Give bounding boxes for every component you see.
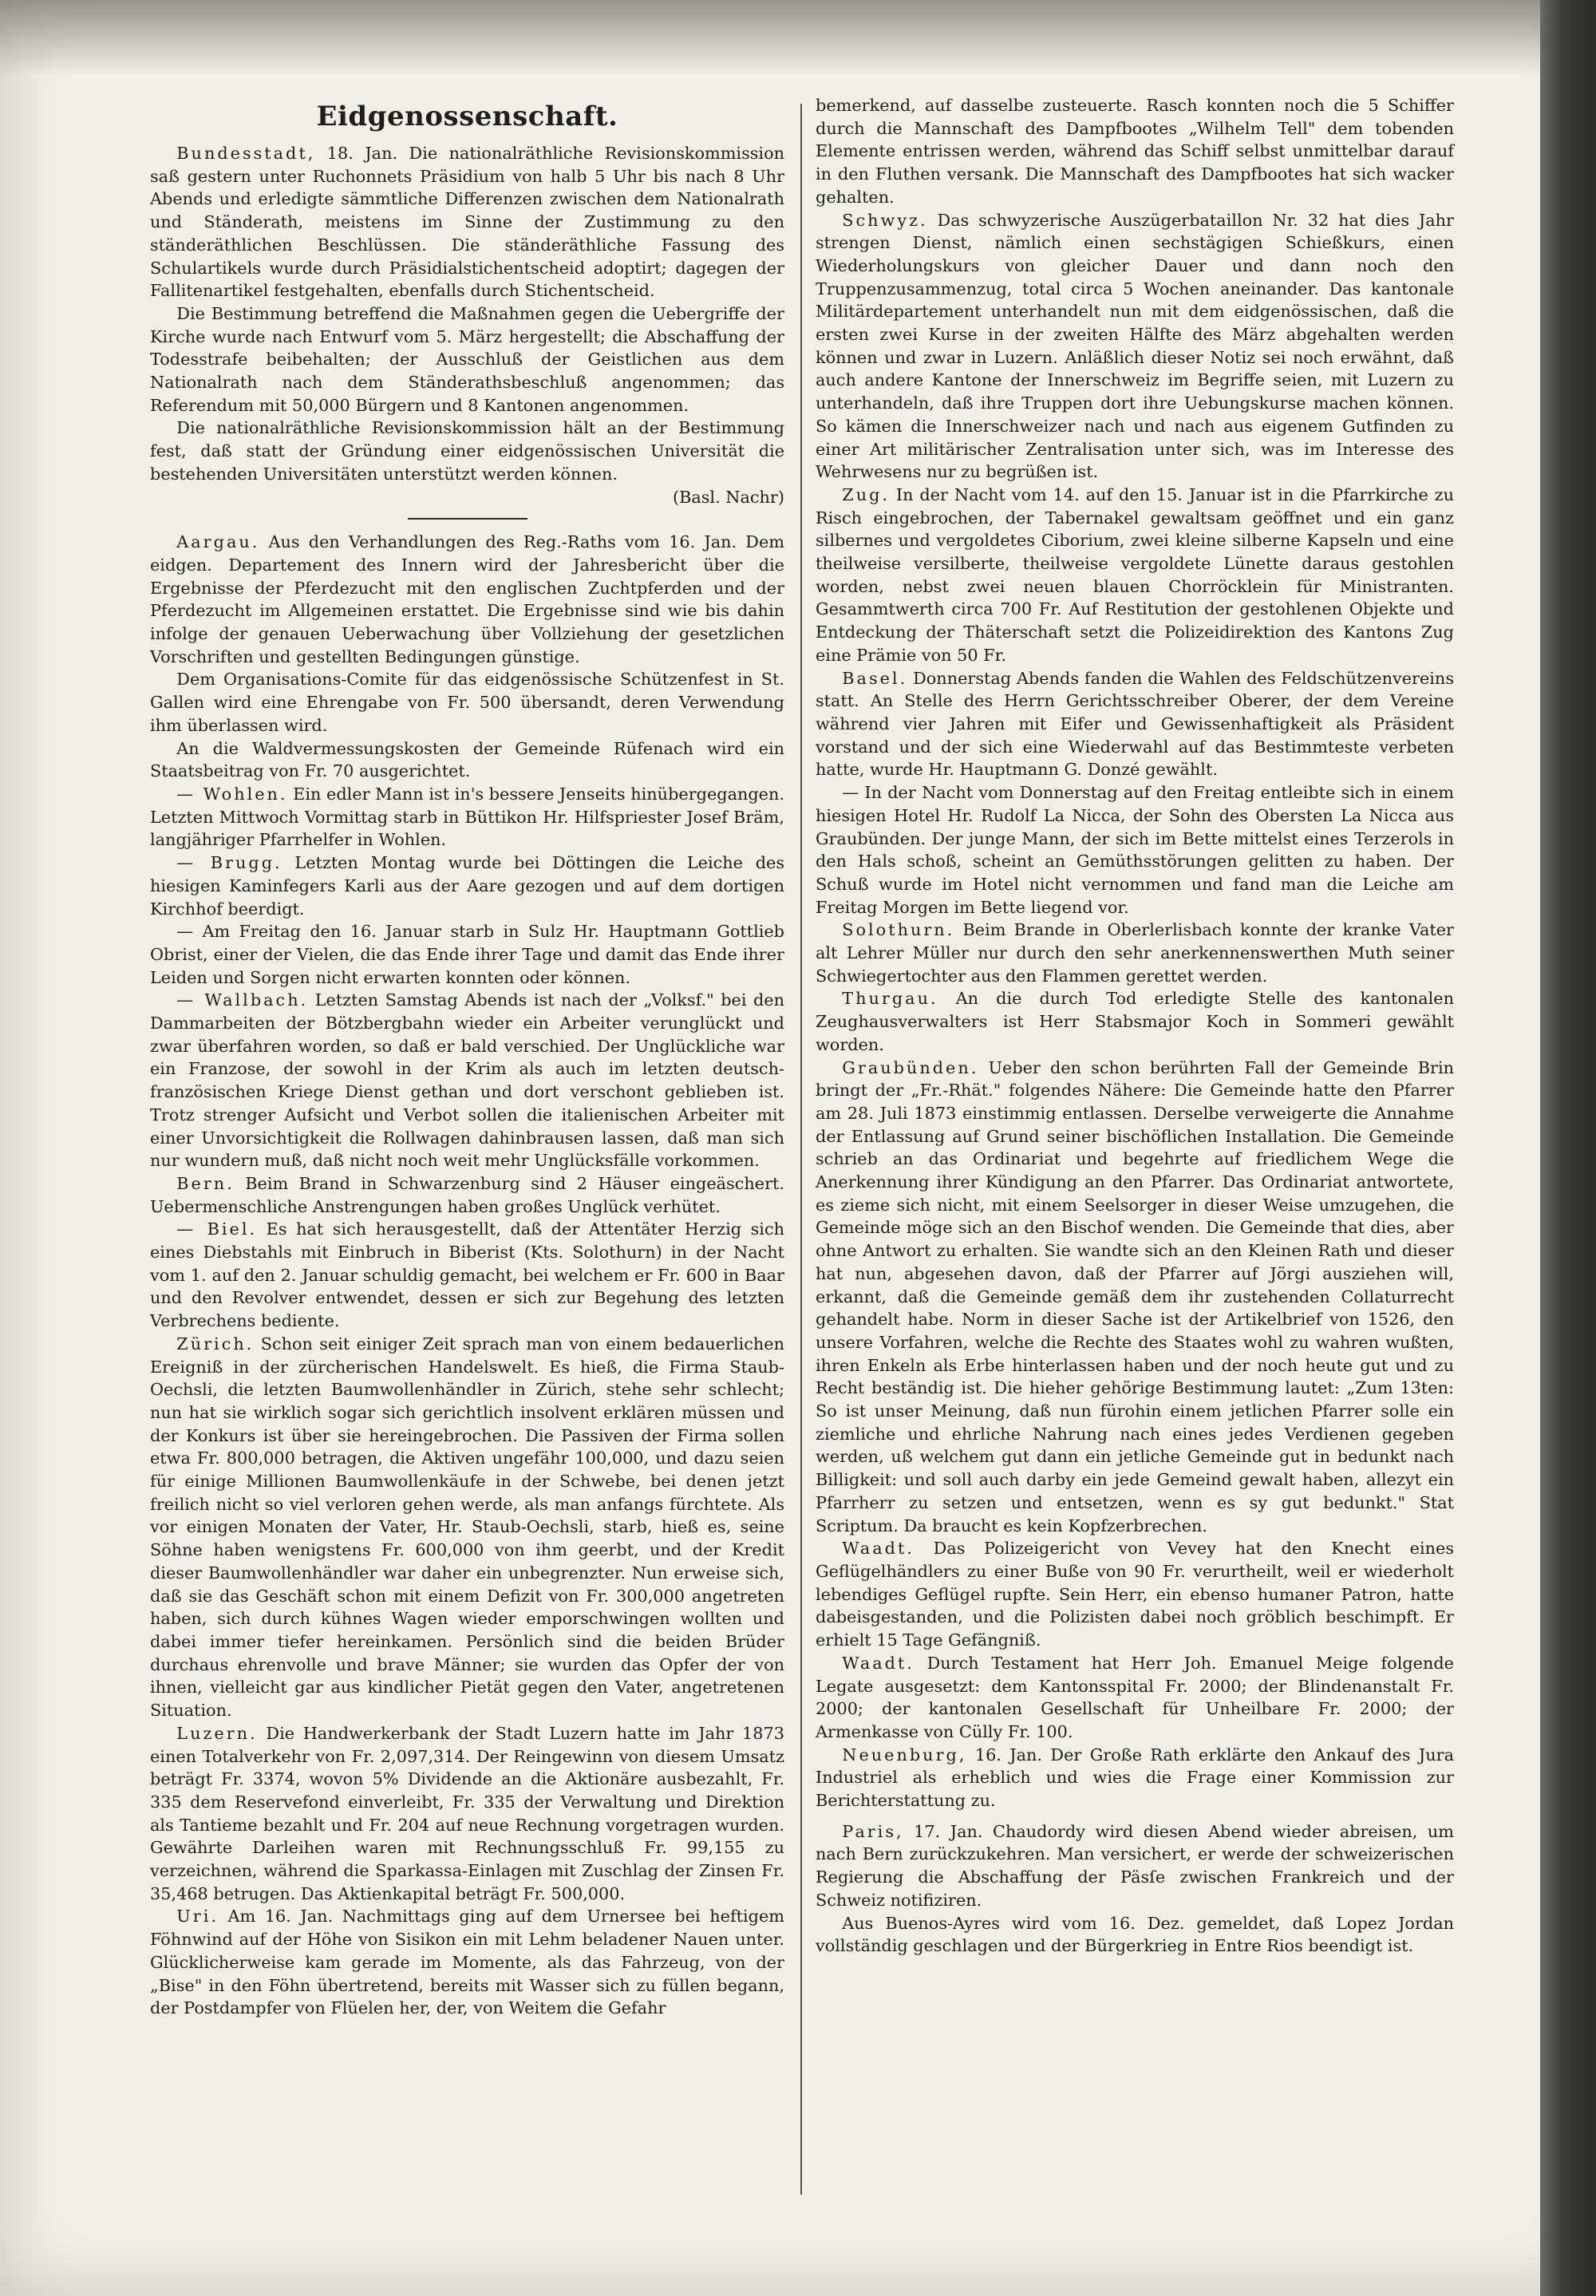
article-neuenburg: Neuenburg, 16. Jan. Der Große Rath erklärte den Ankauf des Jura Industriel als erheblich und wies die Frage einer Kommission zur Berichterstattung zu. [816,1745,1454,1811]
article-basel: Basel. Donnerstag Abends fanden die Wahlen des Feldschützenvereins statt. An Stelle des Herrn Gerichtsschreiber Oberer, der dem Vereine während vier Jahren mit Eifer und Gewissenhaftigkeit als Präsident vorstand und der sich eine Wiederwahl auf das Bestimmteste verbeten hatte, wurde Hr. Hauptmann G. Donzé gewählt. [816,668,1454,780]
article-zug: Zug. In der Nacht vom 14. auf den 15. Januar ist in die Pfarrkirche zu Risch eingebrochen, der Tabernakel gewaltsam geöffnet und ein ganz silbernes und vergoldetes Ciborium, zwei kleine silberne Kapseln und eine theilweise versilberte, theilweise vergoldete Lünette daraus gestohlen worden, nebst zwei neuen blauen Chorröcklein für Ministranten. Gesammtwerth circa 700 Fr. Auf Restitution der gestohlenen Objekte und Entdeckung der Thäterschaft setzt die Polizeidirektion des Kantons Zug eine Prämie von 50 Fr. [816,484,1454,665]
article-paragraph: Die nationalräthliche Revisionskommission hält an der Bestimmung fest, daß statt der Gründung einer eidgenössischen Universität die bestehenden Universitäten unterstützt werden können. (Basl. Nachr) [150,417,784,508]
dateline: Luzern. [176,1723,258,1743]
article-waadt-legate: Waadt. Durch Testament hat Herr Joh. Emanuel Meige folgende Legate ausgesetzt: dem Kantonsspital Fr. 2000; der Blindenanstalt Fr. 2000; der kantonalen Gesellschaft für Unheilbare Fr. 2000; der Armenkasse von Cülly Fr. 100. [816,1653,1454,1741]
spacer [816,1812,1454,1820]
article-aargau: Aargau. Aus den Verhandlungen des Reg.-Raths vom 16. Jan. Dem eidgen. Departement des Innern wird der Jahresbericht über die Ergebnisse der Pferdezucht mit den englischen Zuchtpferden und der Pferdezucht im Allgemeinen erstattet. Die Ergebnisse sind wie bis dahin infolge der genauen Ueberwachung über Vollziehung der gesetzlichen Vorschriften und gestellten Bedingungen günstige. [150,532,784,666]
article-continuation: bemerkend, auf dasselbe zusteuerte. Rasch konnten noch die 5 Schiffer durch die Mannschaft des Dampfbootes „Wilhelm Tell" dem tobenden Elemente entrissen werden, während das Schiff selbst unmittelbar darauf in den Fluthen versank. Die Mannschaft des Dampfbootes hat sich wacker gehalten. [816,96,1454,207]
article-uri: Uri. Am 16. Jan. Nachmittags ging auf dem Urnersee bei heftigem Föhnwind auf der Höhe von Sisikon ein mit Lehm beladener Nauen unter. Glücklicherweise kam gerade im Momente, als das Fahrzeug, von der „Bise" in den Föhn übertretend, bereits mit Wasser sich zu füllen begann, der Postdampfer von Flüelen her, der, von Weitem die Gefahr [150,1907,784,2018]
article-solothurn: Solothurn. Beim Brande in Oberlerlisbach konnte der kranke Vater alt Lehrer Müller nur durch den sehr anerkennenswerthen Muth seiner Schwiegertochter aus den Flammen gerettet werden. [816,920,1454,986]
dateline: Schwyz. [842,210,928,230]
article-paragraph: An die Waldvermessungskosten der Gemeinde Rüfenach wird ein Staatsbeitrag von Fr. 70 ausgerichtet. [150,738,784,781]
article-paragraph: — Am Freitag den 16. Januar starb in Sulz Hr. Hauptmann Gottlieb Obrist, einer der Vielen, die das Ende ihrer Tage und damit das Ende ihrer Leiden und Sorgen nicht erwarten konnten oder können. [150,922,784,987]
column-divider [800,104,802,2195]
article-bundesstadt: Bundesstadt, 18. Jan. Die nationalräthliche Revisionskommission saß gestern unter Ruchonnets Präsidium von halb 5 Uhr bis nach 8 Uhr Abends und erledigte sämmtliche Differenzen zwischen dem Nationalrath und Ständerath, meistens im Sinne der Zustimmung zu den ständeräthlichen Beschlüssen. Die ständeräthliche Fassung des Schulartikels wurde durch Präsidialstichentscheid adoptirt; dagegen der Fallitenartikel festgehalten, ebenfalls durch Stichentscheid. [150,144,784,301]
source-credit: (Basl. Nachr) [672,487,784,507]
dateline: — Brugg. [176,853,282,873]
dateline: — Wohlen. [176,784,288,804]
article-biel: — Biel. Es hat sich herausgestellt, daß der Attentäter Herzig sich eines Diebstahls mit Einbruch in Biberist (Kts. Solothurn) in der Nacht vom 1. auf den 2. Januar schuldig gemacht, bei welchem er Fr. 600 in Baar und den Revolver entwendet, dessen er sich zur Begehung des letzten Verbrechens bediente. [150,1219,784,1331]
dateline: — Biel. [176,1219,258,1239]
dateline: Paris, [842,1821,904,1841]
dateline: Bern. [176,1173,235,1193]
right-column [816,94,1454,1958]
article-waadt: Waadt. Das Polizeigericht von Vevey hat den Knecht eines Geflügelhändlers zu einer Buße von 90 Fr. verurtheilt, weil er wiederholt lebendiges Geflügel rupfte. Sein Herr, ein ebenso humaner Patron, hatte dabeisgestanden, und die Polizisten dabei noch gröblich beschimpft. Er erhielt 15 Tage Gefängniß. [816,1539,1454,1650]
left-column [150,94,784,2020]
dateline: Neuenburg, [842,1745,967,1764]
article-thurgau: Thurgau. An die durch Tod erledigte Stelle des kantonalen Zeughausverwalters ist Herr Stabsmajor Koch in Sommeri gewählt worden. [816,989,1454,1054]
dateline: Uri. [176,1907,219,1927]
dateline: Thurgau. [842,989,938,1009]
scan-edge [1540,0,1596,2296]
scan-shadow [0,0,1540,76]
dateline: Zürich. [176,1334,255,1353]
separator-rule [408,518,527,520]
dateline: Waadt. [842,1653,915,1673]
article-schwyz: Schwyz. Das schwyzerische Auszügerbataillon Nr. 32 hat dies Jahr strengen Dienst, nämlich einen sechstägigen Schießkurs, einen Wiederholungskurs von gleicher Dauer und dann noch den Truppenzusammenzug, total circa 5 Wochen aneinander. Das kantonale Militärdepartement unterhandelt nun mit dem eidgenössischen, daß die ersten zwei Kurse in der zweiten Hälfte des März abgehalten werden können und zwar in Luzern. Anläßlich dieser Notiz sei noch erwähnt, daß auch andere Kantone der Innerschweiz im Begriffe seien, mit Luzern zu unterhandeln, daß ihre Truppen dort ihre Uebungskurse machen können. So kämen die Innerschweizer nach und nach aus eigenem Gutfinden zu einer Art militärischer Zentralisation unter sich, was im Interesse des Wehrwesens nur zu begrüßen ist. [816,210,1454,482]
dateline: Zug. [842,484,891,504]
dateline: Graubünden. [842,1057,979,1077]
article-paris: Paris, 17. Jan. Chaudordy wird diesen Abend wieder abreisen, um nach Bern zurückzukehren. Man versichert, er werde der schweizerischen Regierung die Abschaffung der Päsſe zwischen Frankreich und der Schweiz notifiziren. [816,1821,1454,1910]
dateline: Waadt. [842,1539,915,1559]
dateline: Aargau. [176,532,260,552]
article-paragraph: Die Bestimmung betreffend die Maßnahmen gegen die Uebergriffe der Kirche wurde nach Entwurf vom 5. März hergestellt; die Abschaffung der Todesstrafe beibehalten; der Ausschluß der Geistlichen aus dem Nationalrath nach dem Ständerathsbeschluß angenommen; das Referendum mit 50,000 Bürgern und 8 Kantonen angenommen. [150,303,784,415]
article-paragraph: — In der Nacht vom Donnerstag auf den Freitag entleibte sich in einem hiesigen Hotel Hr. Rudolf La Nicca, der Sohn des Obersten La Nicca aus Graubünden. Der junge Mann, der sich im Bette mittelst eines Terzerols in den Hals schoß, scheint an Gemüthsstörungen gelitten zu haben. Der Schuß wurde im Hotel nicht vernommen und fand man die Leiche am Freitag Morgen im Bette liegend vor. [816,783,1454,917]
article-graubuenden: Graubünden. Ueber den schon berührten Fall der Gemeinde Brin bringt der „Fr.-Rhät." folgendes Nähere: Die Gemeinde hatte den Pfarrer am 28. Juli 1873 einstimmig entlassen. Derselbe verweigerte die Annahme der Entlassung auf Grund seiner bischöflichen Installation. Die Gemeinde schrieb an das Ordinariat und begehrte auf friedlichem Wege die Anerkennung ihrer Kündigung an den Pfarrer. Das Ordinariat antwortete, es zieme sich nicht, mit einem Seelsorger in dieser Weise umzugehen, die Gemeinde möge sich an den Bischof wenden. Die Gemeinde that dies, aber ohne Antwort zu erhalten. Sie wandte sich an den Kleinen Rath und dieser hat nun, abgesehen davon, daß der Pfarrer auf Jörgi ausziehen will, erkannt, daß die Gemeinde gemäß dem ihr zustehenden Collaturrecht gehandelt habe. Norm in dieser Sache ist der Artikelbrief von 1526, den unsere Vorfahren, welche die Rechte des Staates wohl zu wahren wußten, ihren Enkeln als Erbe hinterlassen haben und der noch heute gut und zu Recht beständig ist. Die hieher gehörige Bestimmung lautet: „Zum 13ten: So ist unser Meinung, daß nun fürohin einem jetlichen Pfarrer solle ein ziemliche und ehrliche Nahrung nach eines jedes Verdienen gegeben werden, uß welchem gut dann ein jetliche Gemeinde gut in bedunkt nach Billigkeit: und soll auch darby ein jede Gemeind gewalt haben, allezyt ein Pfarrherr zu setzen und entsetzen, wenn es sy gut bedunkt." Stat Scriptum. Da braucht es kein Kopfzerbrechen. [816,1057,1454,1535]
dateline: Basel. [842,668,908,688]
dateline: Solothurn. [842,920,955,940]
article-zuerich: Zürich. Schon seit einiger Zeit sprach man von einem bedauerlichen Ereigniß in der zürcherischen Handelswelt. Es hieß, die Firma Staub-Oechsli, die letzten Baumwollenhändler in Zürich, stehe sehr schlecht; nun hat sie wirklich sogar sich gerichtlich insolvent erklären müssen und der Konkurs ist über sie hereingebrochen. Die Passiven der Firma sollen etwa Fr. 800,000 betragen, die Aktiven ungefähr 100,000, und dazu seien für einige Millionen Baumwollenkäufe in der Schwebe, bei denen jetzt freilich nicht so viel verloren gehen werde, als man anfangs fürchtete. Als vor einigen Monaten der Vater, Hr. Staub-Oechsli, starb, hieß es, seine Söhne haben wenigstens Fr. 600,000 von ihm geerbt, und der Kredit dieser Baumwollenhändler war daher ein unbegrenzter. Nun erweise sich, daß sie das Geschäft schon mit einem Defizit von Fr. 300,000 angetreten haben, sich durch kühnes Wagen wieder emporschwingen wollten und dabei immer tiefer hereinkamen. Persönlich sind die beiden Brüder durchaus ehrenvolle und brave Männer; sie wurden das Opfer der von ihnen, vielleicht gar aus kindlicher Pietät gegen den Vater, angetretenen Situation. [150,1334,784,1721]
article-wallbach: — Wallbach. Letzten Samstag Abends ist nach der „Volksf." bei den Dammarbeiten der Bötzbergbahn wieder ein Arbeiter verunglückt und zwar überfahren worden, so daß er bald verschied. Der Unglückliche war ein Franzose, der sowohl in der Krim als auch im letzten deutsch-französischen Kriege Dienst gethan und dort verschont geblieben ist. Trotz strenger Aufsicht und Verbot sollen die italienischen Arbeiter mit einer Unvorsichtigkeit die Rollwagen dahinbrausen lassen, daß man sich nur wundern muß, daß nicht noch weit mehr Unglücksfälle vorkommen. [150,990,784,1171]
dateline: Bundesstadt, [176,144,316,163]
article-wohlen: — Wohlen. Ein edler Mann ist in's bessere Jenseits hinübergegangen. Letzten Mittwoch Vormittag starb in Büttikon Hr. Hilfspriester Josef Bräm, langjähriger Pfarrhelfer in Wohlen. [150,784,784,850]
article-brugg: — Brugg. Letzten Montag wurde bei Döttingen die Leiche des hiesigen Kaminfegers Karli aus der Aare gezogen und auf dem dortigen Kirchhof beerdigt. [150,853,784,919]
article-luzern: Luzern. Die Handwerkerbank der Stadt Luzern hatte im Jahr 1873 einen Totalverkehr von Fr. 2,097,314. Der Reingewinn von diesem Umsatz beträgt Fr. 3374, wovon 5% Dividende an die Aktionäre ausbezahlt, Fr. 335 dem Reservefond einverleibt, Fr. 335 der Verwaltung und Direktion als Tantieme bezahlt und Fr. 204 auf neue Rechnung vorgetragen wurden. Gewährte Darleihen waren mit Rechnungsschluß Fr. 99,155 zu verzeichnen, während die Sparkassa-Einlagen mit Zuschlag der Zinsen Fr. 35,468 betrugen. Das Aktienkapital beträgt Fr. 500,000. [150,1723,784,1903]
article-bern: Bern. Beim Brand in Schwarzenburg sind 2 Häuser eingeäschert. Uebermenschliche Anstrengungen haben großes Unglück verhütet. [150,1173,784,1216]
article-buenos-ayres: Aus Buenos-Ayres wird vom 16. Dez. gemeldet, daß Lopez Jordan vollständig geschlagen und der Bürgerkrieg in Entre Rios beendigt ist. [816,1913,1454,1956]
dateline: — Wallbach. [176,990,309,1010]
section-title: Eidgenossenschaft. [316,101,618,132]
article-paragraph: Dem Organisations-Comite für das eidgenössische Schützenfest in St. Gallen wird eine Ehrengabe von Fr. 500 übersandt, deren Verwendung ihm überlassen wird. [150,670,784,735]
